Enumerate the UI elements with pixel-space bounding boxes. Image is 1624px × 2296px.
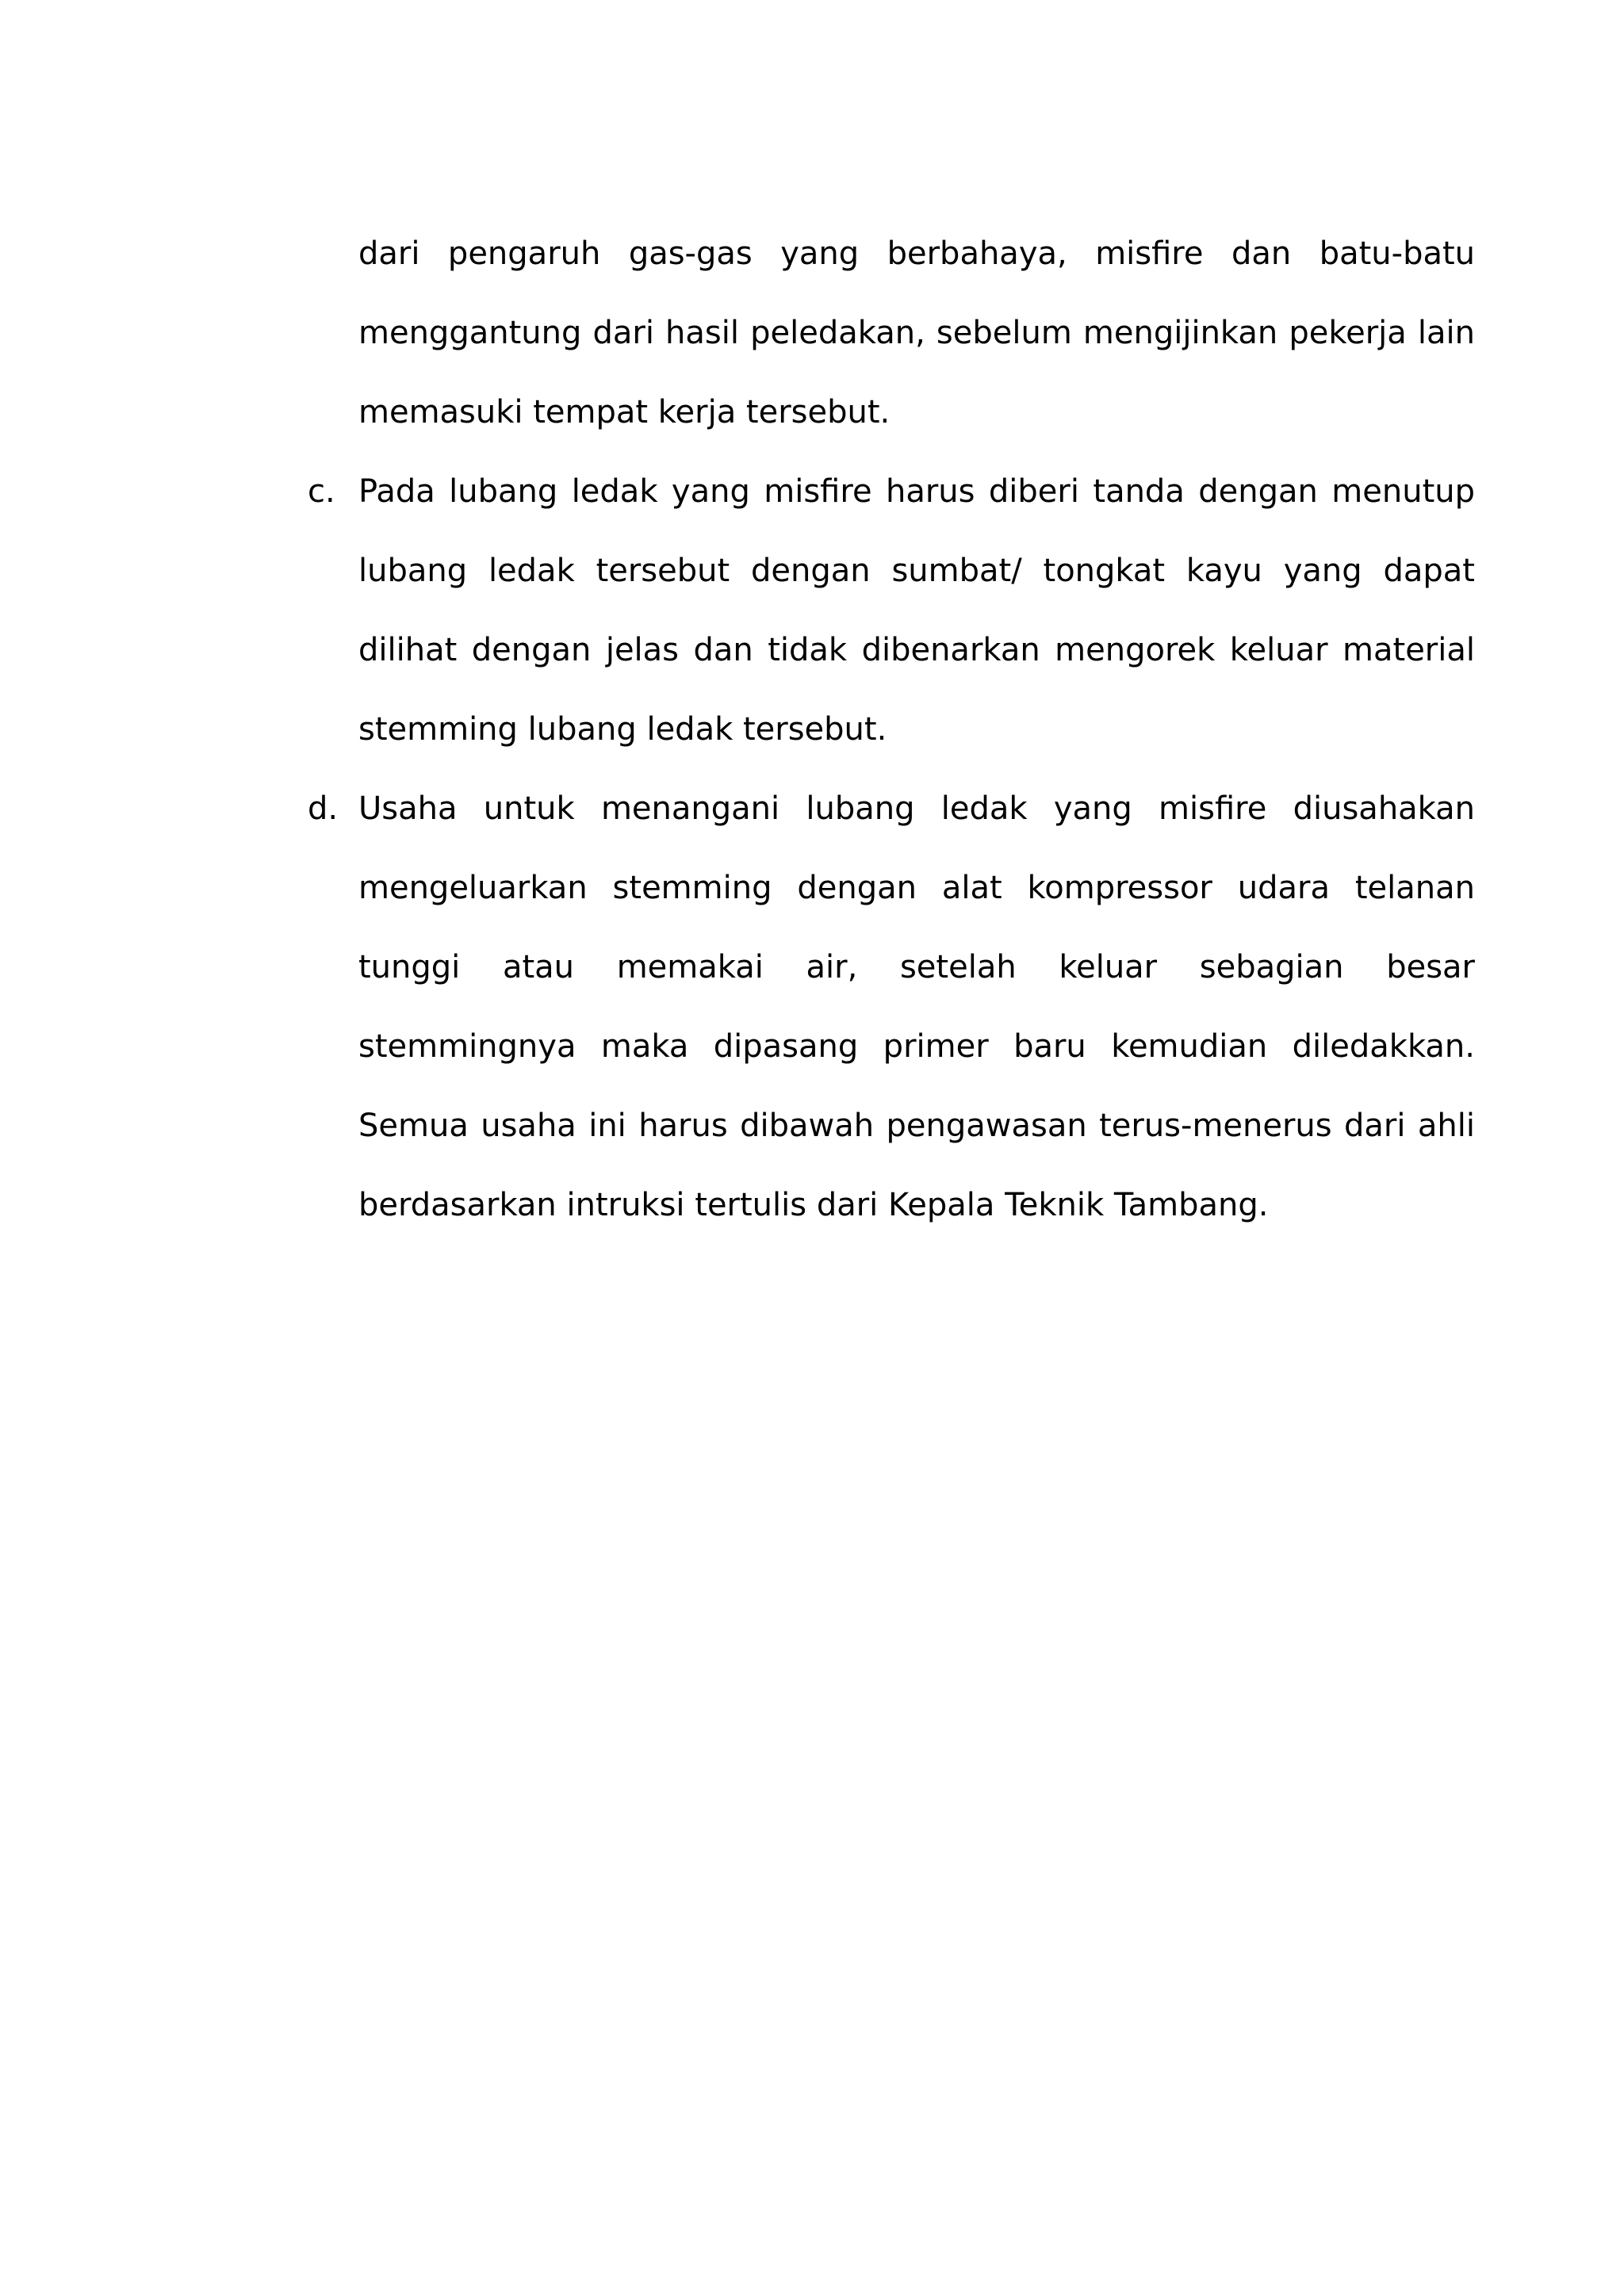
list-marker-c: c. <box>308 473 335 510</box>
list-marker-d: d. <box>308 790 339 827</box>
list-item-c <box>308 452 1475 769</box>
list-item-d <box>308 769 1475 1245</box>
continuation-paragraph <box>358 214 1475 452</box>
list-item-d-text: Usaha untuk menangani lubang ledak yang misfire diusahakan mengeluarkan stemming dengan alat kompressor udara telanan tunggi atau memakai air, setelah keluar sebagian besar stemmingnya maka dipasang primer baru kemudian diledakkan. Semua usaha ini harus dibawah pengawasan terus-menerus dari ahli berdasarkan intruksi tertulis dari Kepala Teknik Tambang. <box>358 790 1475 1223</box>
list-item-c-text: Pada lubang ledak yang misfire harus diberi tanda dengan menutup lubang ledak tersebut dengan sumbat/ tongkat kayu yang dapat dilihat dengan jelas dan tidak dibenarkan mengorek keluar material stemming lubang ledak tersebut. <box>358 473 1475 748</box>
document-body <box>308 214 1475 1245</box>
continuation-text: dari pengaruh gas-gas yang berbahaya, misfire dan batu-batu menggantung dari hasil peledakan, sebelum mengijinkan pekerja lain memasuki tempat kerja tersebut. <box>358 235 1475 430</box>
